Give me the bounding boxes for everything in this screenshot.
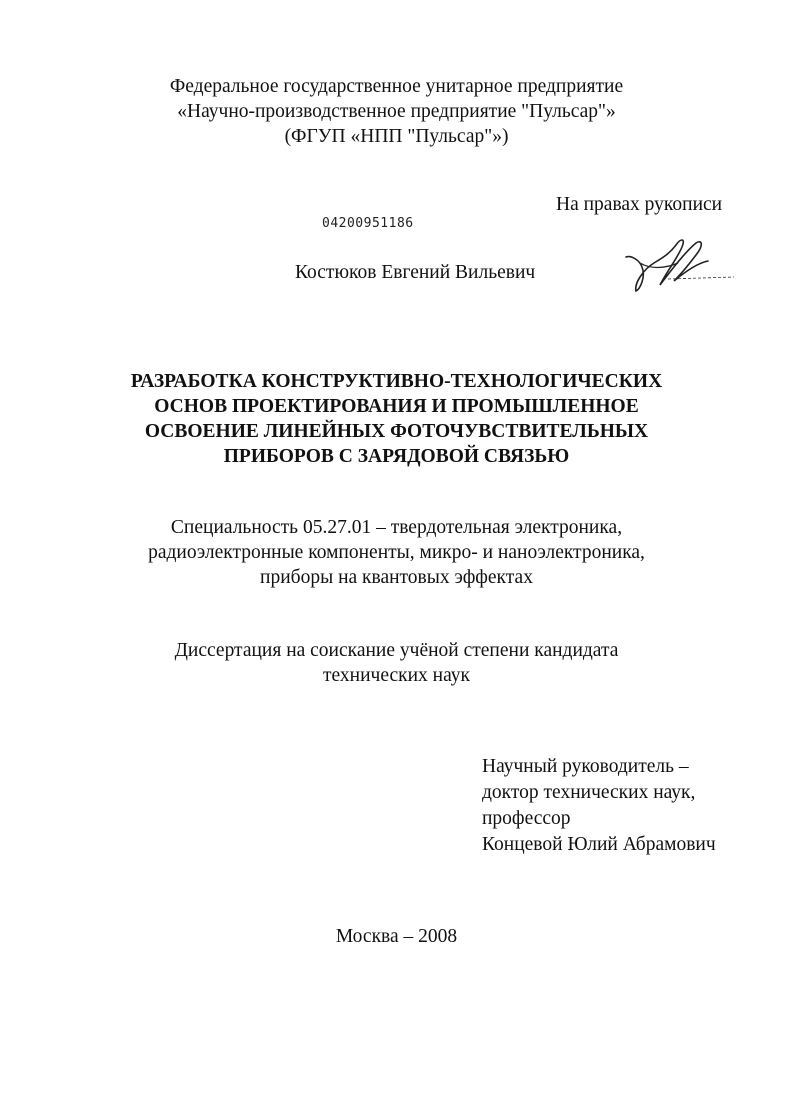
title-line-4: ПРИБОРОВ С ЗАРЯДОВОЙ СВЯЗЬЮ — [223, 446, 570, 467]
advisor-line-1: Научный руководитель – — [482, 756, 689, 777]
degree-line-2: технических наук — [322, 665, 470, 686]
advisor-line-3: профессор — [482, 808, 571, 829]
author-name: Костюков Евгений Вильевич — [295, 262, 536, 283]
advisor-block — [482, 754, 716, 858]
place-year: Москва – 2008 — [335, 926, 458, 947]
title-line-2: ОСНОВ ПРОЕКТИРОВАНИЯ И ПРОМЫШЛЕННОЕ — [154, 396, 639, 417]
manuscript-note: На правах рукописи — [556, 194, 723, 215]
specialty-block — [0, 515, 793, 590]
title-line-3: ОСВОЕНИЕ ЛИНЕЙНЫХ ФОТОЧУВСТВИТЕЛЬНЫХ — [144, 421, 649, 442]
advisor-line-4: Концевой Юлий Абрамович — [482, 834, 716, 855]
advisor-line-2: доктор технических наук, — [482, 782, 696, 803]
organization-block — [0, 74, 793, 149]
degree-line-1: Диссертация на соискание учёной степени кандидата — [174, 640, 619, 661]
specialty-line-2: радиоэлектронные компоненты, микро- и наноэлектроника, — [148, 542, 645, 563]
signature-image — [620, 233, 740, 295]
organization-line-1: Федеральное государственное унитарное предприятие — [169, 76, 624, 97]
degree-block — [0, 638, 793, 688]
specialty-line-1: Специальность 05.27.01 – твердотельная электроника, — [170, 517, 623, 538]
dissertation-title — [0, 369, 793, 469]
registration-number: 04200951186 — [322, 216, 414, 231]
specialty-line-3: приборы на квантовых эффектах — [260, 567, 533, 588]
title-line-1: РАЗРАБОТКА КОНСТРУКТИВНО-ТЕХНОЛОГИЧЕСКИХ — [130, 371, 663, 392]
organization-line-3: (ФГУП «НПП "Пульсар"») — [284, 126, 509, 147]
organization-line-2: «Научно-производственное предприятие "Пульсар"» — [177, 101, 616, 122]
